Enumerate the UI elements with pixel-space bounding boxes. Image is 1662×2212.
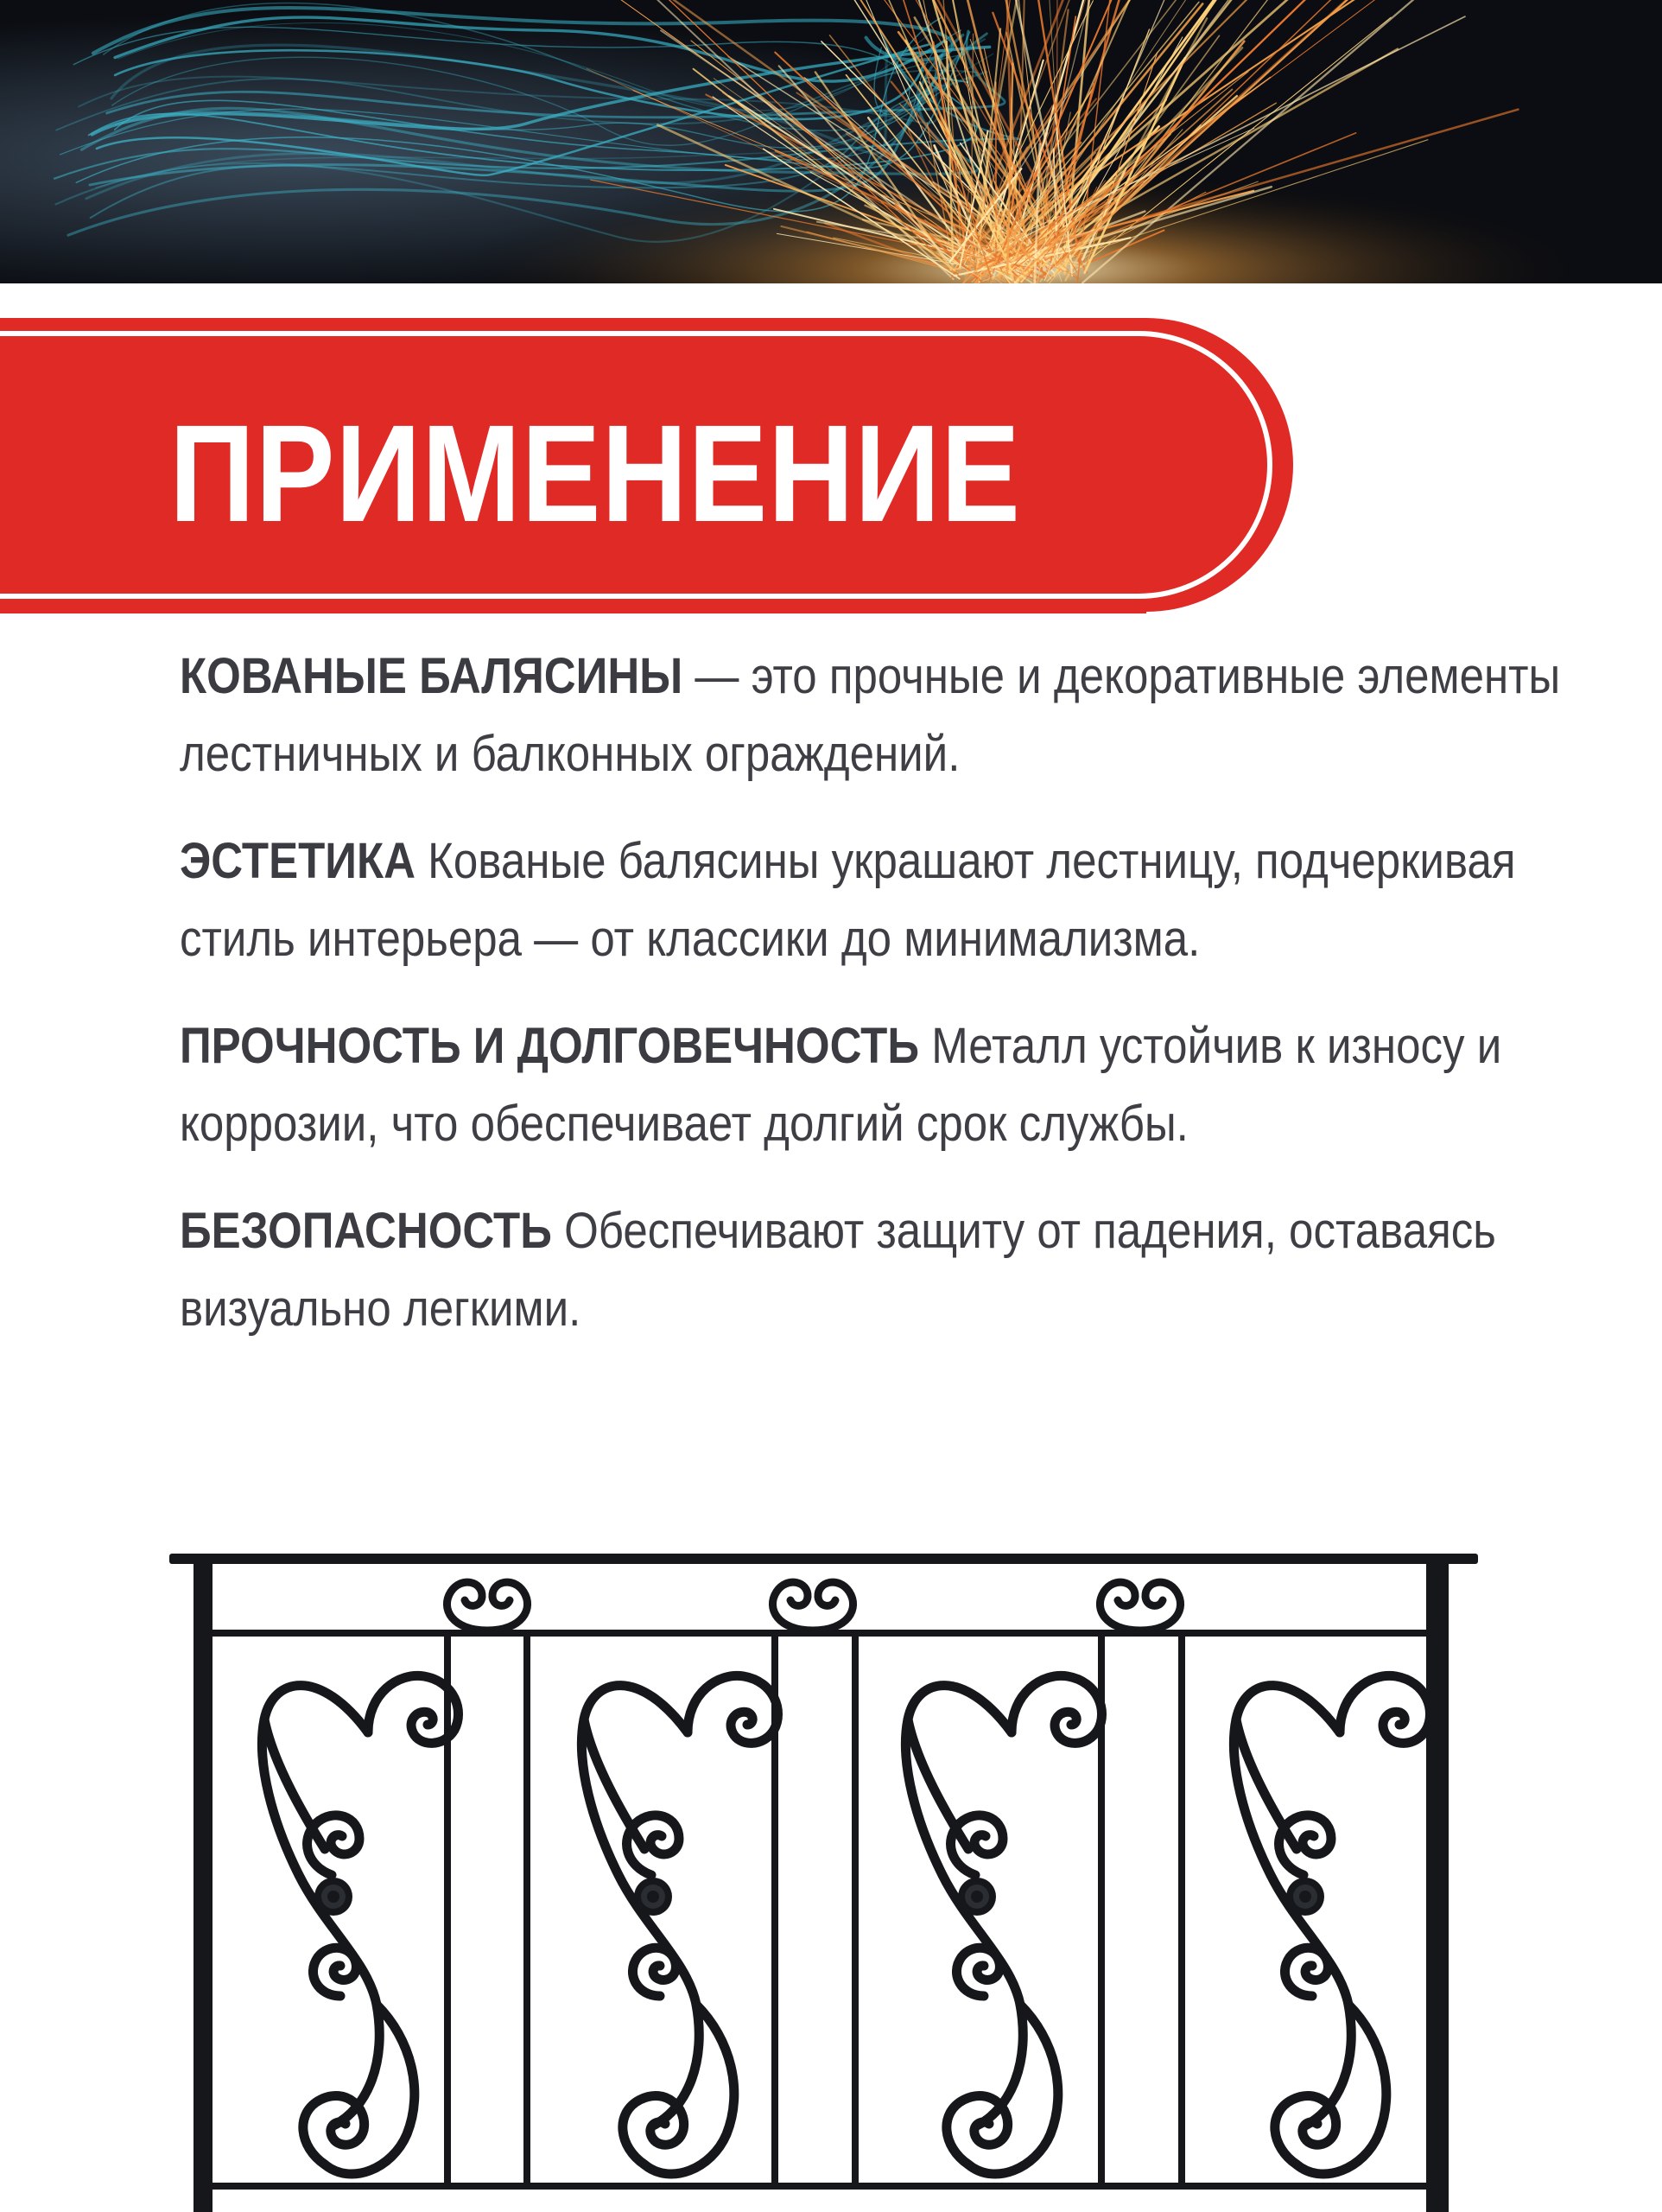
- paragraph-durability: [180, 1007, 1624, 1163]
- paragraph-balusters: [180, 638, 1624, 793]
- paragraph-heading: КОВАНЫЕ БАЛЯСИНЫ: [180, 648, 683, 704]
- forged-railing-illustration: [169, 1547, 1482, 2212]
- paragraph-aesthetics: [180, 823, 1624, 978]
- paragraph-heading: ПРОЧНОСТЬ И ДОЛГОВЕЧНОСТЬ: [180, 1018, 920, 1074]
- paragraph-heading: БЕЗОПАСНОСТЬ: [180, 1203, 552, 1259]
- paragraph-text: Металл устойчив к износу и коррозии, что обеспечивает долгий срок службы.: [180, 1018, 1502, 1152]
- page-title: ПРИМЕНЕНИЕ: [169, 396, 1021, 550]
- title-band: [0, 318, 1296, 624]
- paragraph-heading: ЭСТЕТИКА: [180, 833, 416, 889]
- welding-sparks-banner: [0, 0, 1662, 283]
- paragraph-text: Обеспечивают защиту от падения, оставаясь визуально легкими.: [180, 1203, 1496, 1337]
- paragraph-safety: [180, 1192, 1624, 1348]
- paragraph-text: — это прочные и декоративные элементы лестничных и балконных ограждений.: [180, 648, 1561, 782]
- paragraph-text: Кованые балясины украшают лестницу, подчеркивая стиль интерьера — от классики до минимализма.: [180, 833, 1516, 967]
- content-section: [180, 638, 1631, 1377]
